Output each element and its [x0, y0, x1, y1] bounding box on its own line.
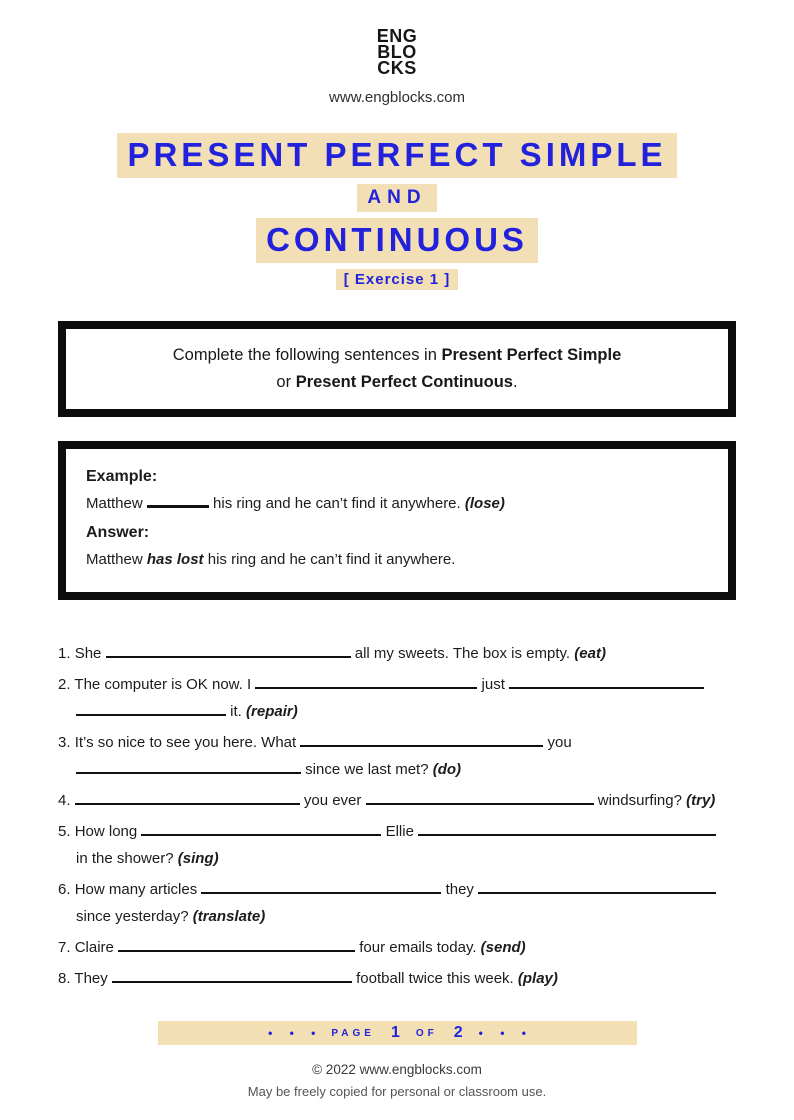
item-number: 1.: [58, 645, 71, 662]
exercise-item-6: [58, 876, 736, 930]
answer-blank[interactable]: [75, 792, 300, 805]
answer-verb: has lost: [146, 551, 204, 568]
item-text: How many articles: [74, 881, 198, 898]
item-text: it.: [230, 703, 242, 720]
logo-line: ENG: [376, 26, 418, 46]
example-blank: [147, 495, 209, 508]
example-box: [58, 441, 736, 600]
item-text: They: [74, 970, 108, 987]
item-text: since we last met?: [305, 761, 429, 778]
answer-text: his ring and he can’t find it anywhere.: [207, 551, 456, 568]
logo-line: BLO: [377, 42, 417, 62]
instruction-bold-2: Present Perfect Continuous: [295, 373, 513, 391]
instruction-text: or: [276, 373, 292, 391]
answer-blank[interactable]: [300, 734, 543, 747]
page-title-line-3: CONTINUOUS: [256, 218, 538, 263]
item-number: 5.: [58, 823, 71, 840]
item-number: 4.: [58, 792, 71, 809]
instruction-box: [58, 321, 736, 417]
answer-blank[interactable]: [255, 676, 477, 689]
verb-hint: (send): [480, 939, 526, 956]
verb-hint: (play): [517, 970, 558, 987]
example-text: Matthew: [86, 495, 143, 512]
answer-blank[interactable]: [509, 676, 704, 689]
item-number: 7.: [58, 939, 71, 956]
verb-hint: (sing): [177, 850, 219, 867]
exercise-item-5: [58, 818, 736, 872]
item-text: in the shower?: [76, 850, 174, 867]
answer-blank[interactable]: [141, 823, 381, 836]
answer-text: Matthew: [86, 551, 143, 568]
item-text: She: [74, 645, 102, 662]
site-url[interactable]: www.engblocks.com: [329, 89, 465, 106]
verb-hint: (do): [432, 761, 462, 778]
item-text: since yesterday?: [76, 908, 189, 925]
answer-blank[interactable]: [201, 881, 441, 894]
page-title-line-2: AND: [357, 184, 436, 212]
exercise-item-7: [58, 934, 736, 961]
logo-line: CKS: [377, 58, 417, 78]
license-line: May be freely copied for personal or classroom use.: [247, 1084, 547, 1099]
item-number: 6.: [58, 881, 71, 898]
answer-blank[interactable]: [112, 970, 352, 983]
exercise-item-3: [58, 729, 736, 783]
title-block: [58, 133, 736, 290]
item-text: four emails today.: [359, 939, 477, 956]
verb-hint: (eat): [574, 645, 606, 662]
item-text: just: [481, 676, 505, 693]
item-text: Claire: [74, 939, 114, 956]
exercise-list: [58, 640, 736, 992]
item-text: you ever: [303, 792, 362, 809]
item-text: It’s so nice to see you here. What: [74, 734, 297, 751]
item-text: football twice this week.: [356, 970, 514, 987]
verb-hint: (repair): [246, 703, 298, 720]
page-current: 1: [390, 1024, 400, 1041]
answer-heading: Answer:: [86, 524, 150, 541]
example-sentence: [86, 493, 708, 515]
instruction-period: .: [512, 373, 518, 391]
engblocks-logo: [58, 28, 736, 76]
exercise-item-4: [58, 787, 736, 814]
answer-blank[interactable]: [366, 792, 594, 805]
instruction-text: Complete the following sentences in: [172, 346, 437, 364]
item-text: they: [445, 881, 474, 898]
page-title-line-1: PRESENT PERFECT SIMPLE: [117, 133, 676, 178]
answer-blank[interactable]: [418, 823, 716, 836]
exercise-item-2: [58, 671, 736, 725]
item-text: The computer is OK now. I: [74, 676, 252, 693]
dots-right: • • •: [478, 1026, 526, 1040]
answer-blank[interactable]: [478, 881, 716, 894]
item-text: How long: [74, 823, 138, 840]
copyright-line: © 2022 www.engblocks.com: [312, 1062, 482, 1077]
page-footer: [58, 1062, 736, 1099]
answer-blank[interactable]: [106, 645, 351, 658]
exercise-label: [ Exercise 1 ]: [336, 269, 459, 290]
answer-sentence: [86, 549, 708, 571]
of-word: OF: [415, 1027, 438, 1039]
verb-hint: (lose): [464, 495, 505, 512]
answer-blank[interactable]: [118, 939, 355, 952]
exercise-item-1: [58, 640, 736, 667]
page-word: PAGE: [331, 1027, 375, 1039]
verb-hint: (translate): [192, 908, 266, 925]
item-text: you: [547, 734, 572, 751]
answer-blank[interactable]: [76, 703, 226, 716]
verb-hint: (try): [686, 792, 716, 809]
item-number: 8.: [58, 970, 71, 987]
page-indicator: [158, 1021, 637, 1045]
page-total: 2: [453, 1024, 463, 1041]
dots-left: • • •: [268, 1026, 316, 1040]
instruction-bold-1: Present Perfect Simple: [441, 346, 622, 364]
item-number: 2.: [58, 676, 71, 693]
exercise-item-8: [58, 965, 736, 992]
item-text: Ellie: [385, 823, 414, 840]
example-text: his ring and he can’t find it anywhere.: [213, 495, 461, 512]
answer-blank[interactable]: [76, 761, 301, 774]
item-text: all my sweets. The box is empty.: [354, 645, 571, 662]
example-heading: Example:: [86, 468, 158, 485]
item-text: windsurfing?: [597, 792, 682, 809]
item-number: 3.: [58, 734, 71, 751]
